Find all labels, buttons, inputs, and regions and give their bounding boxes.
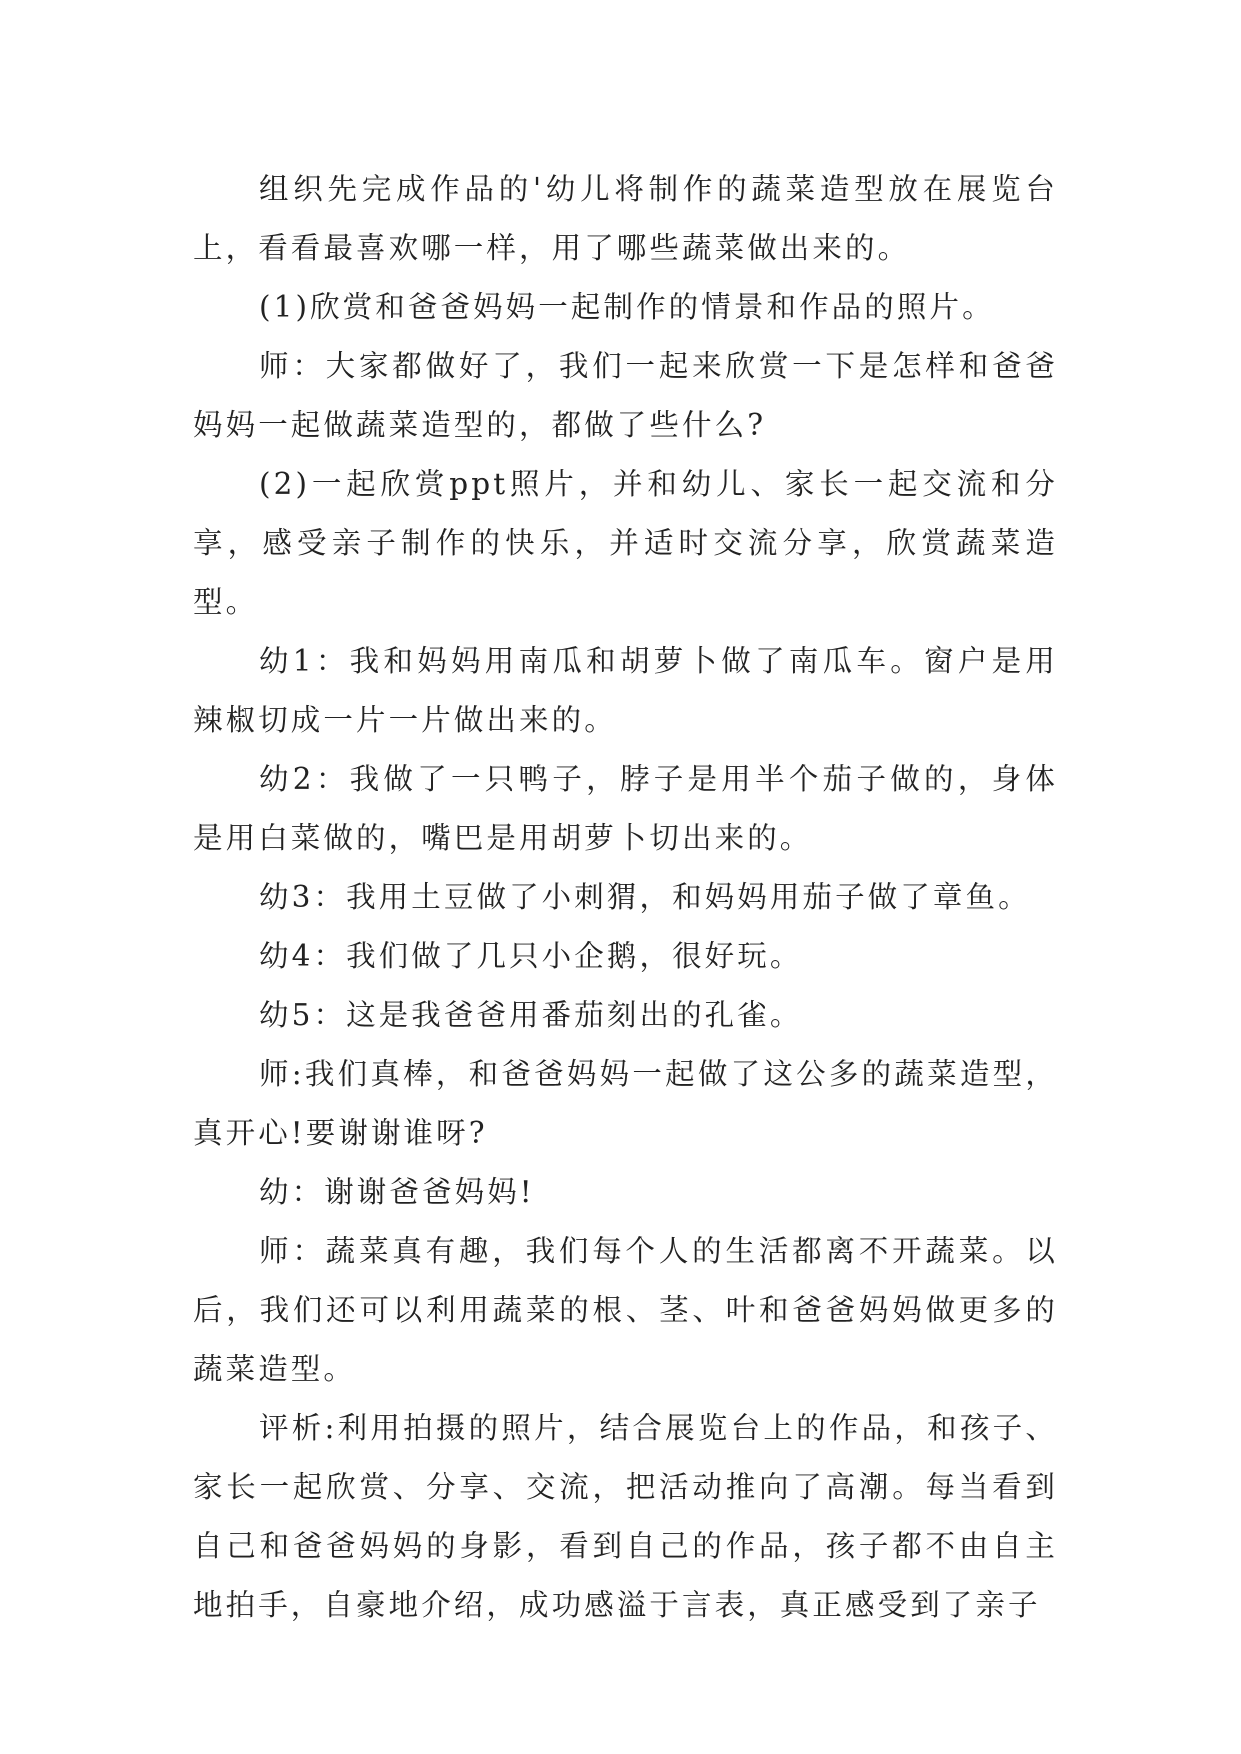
paragraph: 幼1：我和妈妈用南瓜和胡萝卜做了南瓜车。窗户是用辣椒切成一片一片做出来的。	[193, 644, 1058, 737]
paragraph: 师：蔬菜真有趣，我们每个人的生活都离不开蔬菜。以后，我们还可以利用蔬菜的根、茎、叶和爸爸妈妈做更多的蔬菜造型。	[193, 1234, 1058, 1386]
paragraph: 组织先完成作品的'幼儿将制作的蔬菜造型放在展览台上，看看最喜欢哪一样，用了哪些蔬菜做出来的。	[193, 172, 1058, 265]
document-body	[193, 160, 1058, 1635]
paragraph: 幼4：我们做了几只小企鹅，很好玩。	[259, 939, 803, 973]
paragraph: 师:我们真棒，和爸爸妈妈一起做了这公多的蔬菜造型，真开心!要谢谢谁呀?	[193, 1057, 1058, 1150]
paragraph: 师：大家都做好了，我们一起来欣赏一下是怎样和爸爸妈妈一起做蔬菜造型的，都做了些什么?	[193, 349, 1058, 442]
paragraph: 幼5：这是我爸爸用番茄刻出的孔雀。	[259, 998, 803, 1032]
paragraph: (1)欣赏和爸爸妈妈一起制作的情景和作品的照片。	[259, 290, 995, 324]
paragraph: 幼3：我用土豆做了小刺猬，和妈妈用茄子做了章鱼。	[259, 880, 1031, 914]
paragraph: 幼：谢谢爸爸妈妈!	[259, 1175, 535, 1209]
paragraph: (2)一起欣赏ppt照片，并和幼儿、家长一起交流和分享，感受亲子制作的快乐，并适时交流分享，欣赏蔬菜造型。	[193, 467, 1058, 619]
paragraph: 评析:利用拍摄的照片，结合展览台上的作品，和孩子、家长一起欣赏、分享、交流，把活动推向了高潮。每当看到自己和爸爸妈妈的身影，看到自己的作品，孩子都不由自主地拍手，自豪地介绍，成功感溢于言表，真正感受到了亲子	[193, 1411, 1058, 1622]
paragraph: 幼2：我做了一只鸭子，脖子是用半个茄子做的，身体是用白菜做的，嘴巴是用胡萝卜切出来的。	[193, 762, 1058, 855]
